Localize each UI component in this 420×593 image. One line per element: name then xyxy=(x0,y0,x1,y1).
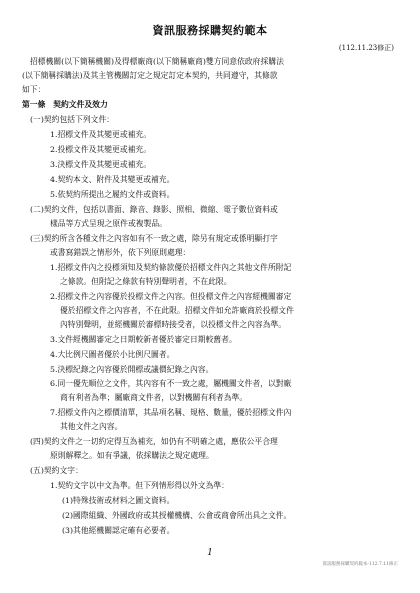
revision-date: (112.11.23修正) xyxy=(338,44,394,52)
clause-line: 或書寫錯誤之情形外，依下列原則處理： xyxy=(50,248,191,257)
clause-line: 之條款。但附記之條款有特別聲明者，不在此限。 xyxy=(60,277,232,286)
clause-line: 其他文件之內容。 xyxy=(60,422,123,431)
clause-line: (五)契約文字： xyxy=(30,466,83,475)
clause-line: 3.文件經機關審定之日期較新者優於審定日期較舊者。 xyxy=(50,335,237,344)
clause-line: 6.同一優先順位之文件，其內容有不一致之處，屬機關文件者，以對廠 xyxy=(50,379,292,388)
footer-note: 資訊服務採購契約範本-112.7.11修正 xyxy=(322,562,398,567)
clause-line: 2.投標文件及其變更或補充。 xyxy=(50,145,152,154)
clause-line: (一)契約包括下列文件： xyxy=(30,115,115,124)
clause-line: (2)國際組織、外國政府或其授權機構、公會或商會所出具之文件。 xyxy=(62,511,292,520)
clause-line: (3)其他經機關認定確有必要者。 xyxy=(62,526,175,535)
intro-line: (以下簡稱採購法)及其主管機關訂定之規定訂定本契約，共同遵守，其條款 xyxy=(22,71,278,80)
clause-line: 4.大比例尺圖者優於小比例尺圖者。 xyxy=(50,350,175,359)
clause-line: 內特別聲明，並經機關於審標時接受者，以投標文件之內容為準。 xyxy=(60,320,287,329)
clause-line: 4.契約本文、附件及其變更或補充。 xyxy=(50,175,175,184)
clause-line: 樣品等方式呈現之原件或複製品。 xyxy=(50,219,167,228)
intro-line: 招標機關(以下簡稱機關)及得標廠商(以下簡稱廠商)雙方同意依政府採購法 xyxy=(30,57,284,66)
article-heading: 第一條 契約文件及效力 xyxy=(22,100,108,109)
clause-line: (四)契約文件之一切約定得互為補充，如仍有不明確之處，應依公平合理 xyxy=(30,437,278,446)
clause-line: 7.招標文件內之標價清單，其品項名稱、規格、數量，優於招標文件內 xyxy=(50,408,292,417)
clause-line: 1.招標文件內之投標須知及契約條款優於招標文件內之其他文件所附記 xyxy=(50,263,292,272)
intro-line: 如下： xyxy=(22,85,46,94)
clause-line: 優於招標文件之內容者，不在此限。招標文件如允許廠商於投標文件 xyxy=(60,306,294,315)
clause-line: 2.招標文件之內容優於投標文件之內容。但投標文件之內容經機關審定 xyxy=(50,292,292,301)
clause-line: 1.契約文字以中文為準。但下列情形得以外文為準： xyxy=(50,481,229,490)
clause-line: (二)契約文件，包括以書面、錄音、錄影、照相、微縮、電子數位資料或 xyxy=(30,205,278,214)
clause-line: 1.招標文件及其變更或補充。 xyxy=(50,130,152,139)
clause-line: 原則解釋之。如有爭議，依採購法之規定處理。 xyxy=(50,451,214,460)
clause-line: (三)契約所含各種文件之內容如有不一致之處，除另有規定或係明顯打字 xyxy=(30,234,278,243)
clause-line: 5.決標紀錄之內容優於開標或議價紀錄之內容。 xyxy=(50,365,214,374)
clause-line: 3.決標文件及其變更或補充。 xyxy=(50,160,152,169)
document-title: 資訊服務採購契約範本 xyxy=(152,24,268,37)
page-number: 1 xyxy=(207,548,213,558)
clause-line: 商有利者為準；屬廠商文件者，以對機關有利者為準。 xyxy=(60,393,248,402)
clause-line: (1)特殊技術或材料之圖文資料。 xyxy=(62,496,175,505)
clause-line: 5.依契約所提出之履約文件或資料。 xyxy=(50,190,175,199)
